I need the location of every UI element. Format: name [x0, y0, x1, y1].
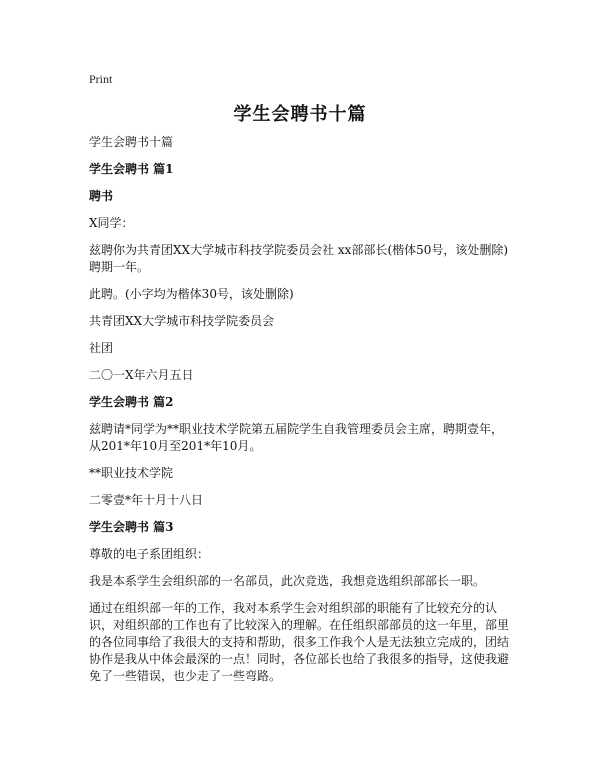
section-heading: 学生会聘书 篇1 [89, 162, 174, 176]
paragraph: 二零壹*年十月十八日 [89, 493, 204, 507]
paragraph: 共青团XX大学城市科技学院委员会 [89, 314, 275, 328]
paragraph: 兹聘你为共青团XX大学城市科技学院委员会社 xx部部长(楷体50号，该处删除)聘期一年。 [89, 243, 509, 274]
section-heading: 学生会聘书 篇2 [89, 395, 174, 409]
paragraph: 我是本系学生会组织部的一名部员，此次竞选，我想竞选组织部部长一职。 [89, 574, 486, 588]
paragraph: 尊敬的电子系团组织： [89, 547, 210, 561]
paragraph: X同学： [89, 216, 134, 230]
paragraph: 此聘。(小字均为楷体30号，该处删除) [89, 287, 294, 301]
paragraph: 社团 [89, 341, 114, 355]
paragraph: 学生会聘书十篇 [89, 135, 174, 149]
document-title: 学生会聘书十篇 [233, 104, 367, 125]
paragraph: **职业技术学院 [89, 466, 174, 480]
paragraph: 通过在组织部一年的工作，我对本系学生会对组织部的职能有了比较充分的认识，对组织部的工作也有了比较深入的理解。在任组织部部员的这一年里，部里的各位同事给了我很大的支持和帮助，很多工作我个人是无法独立完成的，团结协作是我从中体会最深的一点！同时，各位部长也给了我很多的指导，这使我避免了一些错误，也少走了一些弯路。 [89, 601, 510, 683]
print-label: Print [89, 72, 113, 86]
section-heading: 聘书 [89, 189, 114, 203]
paragraph: 兹聘请*同学为**职业技术学院第五届院学生自我管理委员会主席，聘期壹年，从201*年10月至201*年10月。 [89, 422, 504, 453]
paragraph: 二〇一X年六月五日 [89, 368, 194, 382]
section-heading: 学生会聘书 篇3 [89, 520, 174, 534]
